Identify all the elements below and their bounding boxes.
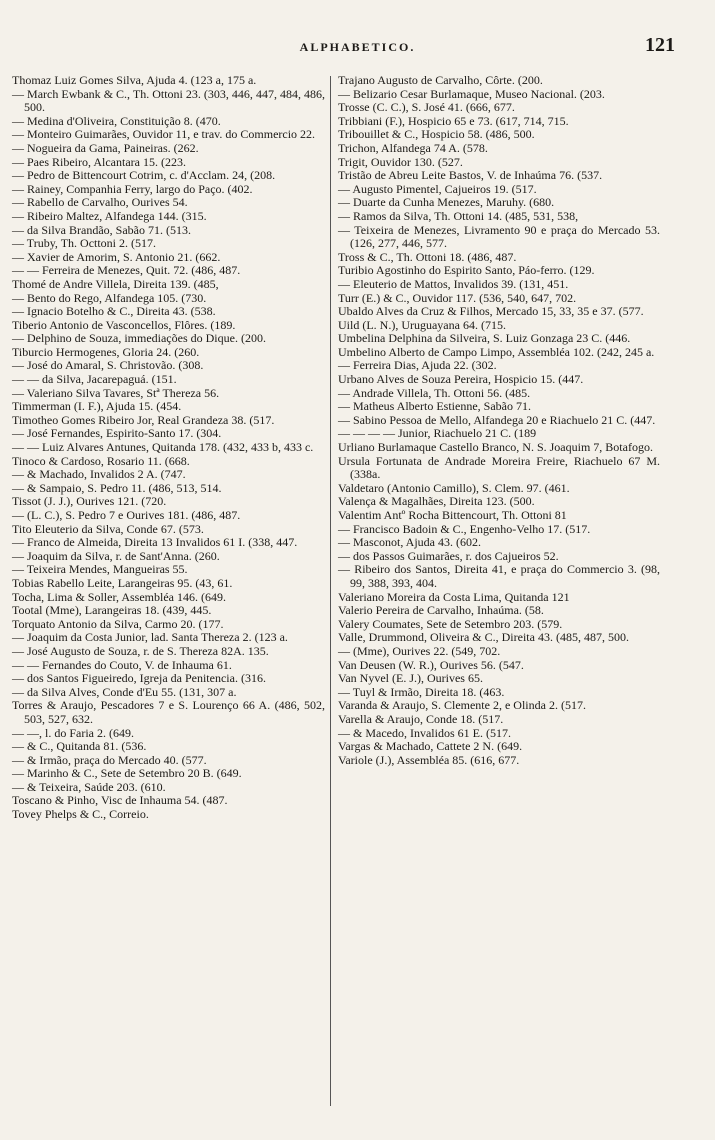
directory-entry: — — — — Junior, Riachuelo 21 C. (189 [338,426,537,441]
directory-entry: Tross & C., Th. Ottoni 18. (486, 487. [338,249,517,264]
directory-entry: Uild (L. N.), Uruguayana 64. (715. [338,317,506,332]
directory-entry: — (L. C.), S. Pedro 7 e Ourives 181. (486, 487. [12,508,241,522]
directory-entry: — & Irmão, praça do Mercado 40. (577. [12,752,207,767]
directory-entry: Valentim Antº Rocha Bittencourt, Th. Ottoni 81 [338,508,567,522]
directory-entry: — Paes Ribeiro, Alcantara 15. (223. [12,154,186,169]
directory-entry: — dos Santos Figueiredo, Igreja da Penitencia. (316. [12,671,266,686]
directory-entry: Trichon, Alfandega 74 A. (578. [338,140,488,155]
directory-entry: — José Augusto de Souza, r. de S. Thereza 82A. 135. [12,643,269,658]
directory-entry: — — Luiz Alvares Antunes, Quitanda 178. (432, 433 b, 433 c. [12,440,314,455]
directory-entry: Timmerman (I. F.), Ajuda 15. (454. [12,399,182,414]
directory-entry: Tribouillet & C., Hospicio 58. (486, 500. [338,127,535,142]
directory-entry: — Masconot, Ajuda 43. (602. [338,535,481,550]
directory-entry: Thomaz Luiz Gomes Silva, Ajuda 4. (123 a, 175 a. [12,73,257,87]
page-number: 121 [645,34,675,56]
directory-entry: — Augusto Pimentel, Cajueiros 19. (517. [338,181,537,196]
directory-entry: Timotheo Gomes Ribeiro Jor, Real Grandeza 38. (517. [12,412,275,427]
directory-entry: — — da Silva, Jacarepaguá. (151. [12,372,177,387]
directory-entry: — Medina d'Oliveira, Constituição 8. (470. [12,113,221,128]
directory-entry: Valery Coumates, Sete de Setembro 203. (579. [338,616,563,631]
directory-entry: — Monteiro Guimarães, Ouvidor 11, e trav. do Commercio 22. [12,127,316,142]
directory-entry: — Nogueira da Gama, Paineiras. (262. [12,140,199,155]
directory-entry: — Francisco Badoin & C., Engenho-Velho 17. (517. [338,521,591,536]
directory-entry: Turr (E.) & C., Ouvidor 117. (536, 540, 647, 702. [338,290,577,305]
directory-entry: Tribbiani (F.), Hospicio 65 e 73. (617, 714, 715. [338,113,569,128]
directory-entry: Van Nyvel (E. J.), Ourives 65. [338,671,483,686]
directory-entry: Tovey Phelps & C., Correio. [12,807,149,822]
directory-entry: — & Machado, Invalidos 2 A. (747. [12,467,186,482]
directory-entry: — Valeriano Silva Tavares, Stª Thereza 56. [12,385,220,400]
directory-entry: — Rabello de Carvalho, Ourives 54. [12,195,188,210]
directory-entry: — Teixeira Mendes, Mangueiras 55. [12,562,188,577]
directory-entry: — José Fernandes, Espirito-Santo 17. (304. [12,426,222,441]
directory-entry: Urliano Burlamaque Castello Branco, N. S. Joaquim 7, Botafogo. [338,440,653,455]
directory-entry: Valle, Drummond, Oliveira & C., Direita 43. (485, 487, 500. [338,630,629,645]
directory-entry: Valeriano Moreira da Costa Lima, Quitanda 121 [338,589,570,604]
directory-entry: — —, l. do Faria 2. (649. [12,725,134,740]
right-column [338,74,660,767]
directory-entry: — Delphino de Souza, immediações do Dique. (200. [12,331,266,346]
directory-entry: Tinoco & Cardoso, Rosario 11. (668. [12,453,190,468]
page-header [0,34,715,64]
directory-entry: Van Deusen (W. R.), Ourives 56. (547. [338,657,524,672]
directory-entry: Tissot (J. J.), Ourives 121. (720. [12,494,167,509]
column-divider [330,76,331,1106]
directory-entry: Toscano & Pinho, Visc de Inhauma 54. (487. [12,793,228,808]
directory-entry: Urbano Alves de Souza Pereira, Hospicio 15. (447. [338,372,584,387]
directory-entry: — Ramos da Silva, Th. Ottoni 14. (485, 531, 538, [338,208,579,223]
directory-entry: — & Teixeira, Saúde 203. (610. [12,779,166,794]
directory-entry: Tiburcio Hermogenes, Gloria 24. (260. [12,344,200,359]
directory-entry: — — Fernandes do Couto, V. de Inhauma 61. [12,657,232,672]
directory-entry: Ursula Fortunata de Andrade Moreira Freire, Riachuelo 67 M. (338a. [338,453,660,482]
directory-entry: — & Sampaio, S. Pedro 11. (486, 513, 514. [12,480,222,495]
directory-entry: Trosse (C. C.), S. José 41. (666, 677. [338,100,515,115]
directory-entry: Turibio Agostinho do Espirito Santo, Páo-ferro. (129. [338,263,595,278]
directory-entry: — Truby, Th. Octtoni 2. (517. [12,236,157,251]
directory-entry: — Tuyl & Irmão, Direita 18. (463. [338,684,505,699]
directory-entry: Tocha, Lima & Soller, Assembléa 146. (649. [12,589,226,604]
directory-entry: — Eleuterio de Mattos, Invalidos 39. (131, 451. [338,276,569,291]
directory-entry: Torquato Antonio da Silva, Carmo 20. (177. [12,616,224,631]
directory-entry: — Joaquim da Silva, r. de Sant'Anna. (260. [12,548,220,563]
directory-entry: Tristão de Abreu Leite Bastos, V. de Inhaúma 76. (537. [338,168,603,183]
directory-entry: — Matheus Alberto Estienne, Sabão 71. [338,399,531,414]
directory-entry: Umbelino Alberto de Campo Limpo, Assembléa 102. (242, 245 a. [338,344,655,359]
directory-entry: Tootal (Mme), Larangeiras 18. (439, 445. [12,603,212,618]
directory-entry: Trigit, Ouvidor 130. (527. [338,154,463,169]
directory-entry: — Sabino Pessoa de Mello, Alfandega 20 e Riachuelo 21 C. (447. [338,412,656,427]
directory-entry: Varella & Araujo, Conde 18. (517. [338,711,504,726]
directory-entry: — Marinho & C., Sete de Setembro 20 B. (649. [12,766,242,781]
directory-entry: Variole (J.), Assembléa 85. (616, 677. [338,752,520,767]
directory-entry: Thomé de Andre Villela, Direita 139. (485, [12,276,219,291]
directory-entry: — Ignacio Botelho & C., Direita 43. (538. [12,304,216,319]
directory-entry: — dos Passos Guimarães, r. dos Cajueiros 52. [338,548,559,563]
directory-entry: — — Ferreira de Menezes, Quit. 72. (486, 487. [12,263,241,278]
directory-entry: — Duarte da Cunha Menezes, Maruhy. (680. [338,195,555,210]
directory-entry: — Joaquim da Costa Junior, lad. Santa Thereza 2. (123 a. [12,630,288,645]
directory-entry: — March Ewbank & C., Th. Ottoni 23. (303, 446, 447, 484, 486, 500. [12,86,325,115]
directory-entry: — da Silva Alves, Conde d'Eu 55. (131, 307 a. [12,684,237,699]
page-title: ALPHABETICO. [299,40,416,54]
directory-entry: Vargas & Machado, Cattete 2 N. (649. [338,739,523,754]
directory-entry: Tiberio Antonio de Vasconcellos, Flôres. (189. [12,317,236,332]
directory-entry: — Franco de Almeida, Direita 13 Invalidos 61 I. (338, 447. [12,535,298,550]
directory-entry: — & Macedo, Invalidos 61 E. (517. [338,725,511,740]
directory-entry: Umbelina Delphina da Silveira, S. Luiz Gonzaga 23 C. (446. [338,331,631,346]
directory-entry: Tobias Rabello Leite, Larangeiras 95. (43, 61. [12,575,233,590]
directory-entry: Ubaldo Alves da Cruz & Filhos, Mercado 15, 33, 35 e 37. (577. [338,304,644,319]
directory-entry: — Ribeiro Maltez, Alfandega 144. (315. [12,208,207,223]
directory-entry: — da Silva Brandão, Sabão 71. (513. [12,222,191,237]
directory-entry: Valerio Pereira de Carvalho, Inhaúma. (58. [338,603,544,618]
left-column [12,74,325,822]
directory-entry: — Ferreira Dias, Ajuda 22. (302. [338,358,497,373]
directory-entry: — Ribeiro dos Santos, Direita 41, e praça do Commercio 3. (98, 99, 388, 393, 404. [338,562,660,590]
directory-entry: — Andrade Villela, Th. Ottoni 56. (485. [338,385,531,400]
directory-entry: — José do Amaral, S. Christovão. (308. [12,358,204,373]
directory-entry: — Belizario Cesar Burlamaque, Museo Nacional. (203. [338,86,605,101]
directory-entry: Torres & Araujo, Pescadores 7 e S. Lourenço 66 A. (486, 502, 503, 527, 632. [12,698,325,726]
directory-entry: Tito Eleuterio da Silva, Conde 67. (573. [12,521,204,536]
directory-entry: Trajano Augusto de Carvalho, Côrte. (200. [338,73,543,87]
directory-entry: — Xavier de Amorim, S. Antonio 21. (662. [12,249,221,264]
directory-entry: — Bento do Rego, Alfandega 105. (730. [12,290,207,305]
directory-entry: Valença & Magalhães, Direita 123. (500. [338,494,535,509]
directory-entry: — Teixeira de Menezes, Livramento 90 e praça do Mercado 53. (126, 277, 446, 577. [338,222,660,251]
directory-entry: Varanda & Araujo, S. Clemente 2, e Olinda 2. (517. [338,698,586,713]
directory-entry: — (Mme), Ourives 22. (549, 702. [338,643,501,658]
directory-entry: — Pedro de Bittencourt Cotrim, c. d'Acclam. 24, (208. [12,168,276,183]
directory-entry: — & C., Quitanda 81. (536. [12,739,147,754]
directory-entry: Valdetaro (Antonio Camillo), S. Clem. 97. (461. [338,480,570,495]
directory-entry: — Rainey, Companhia Ferry, largo do Paço. (402. [12,181,253,196]
